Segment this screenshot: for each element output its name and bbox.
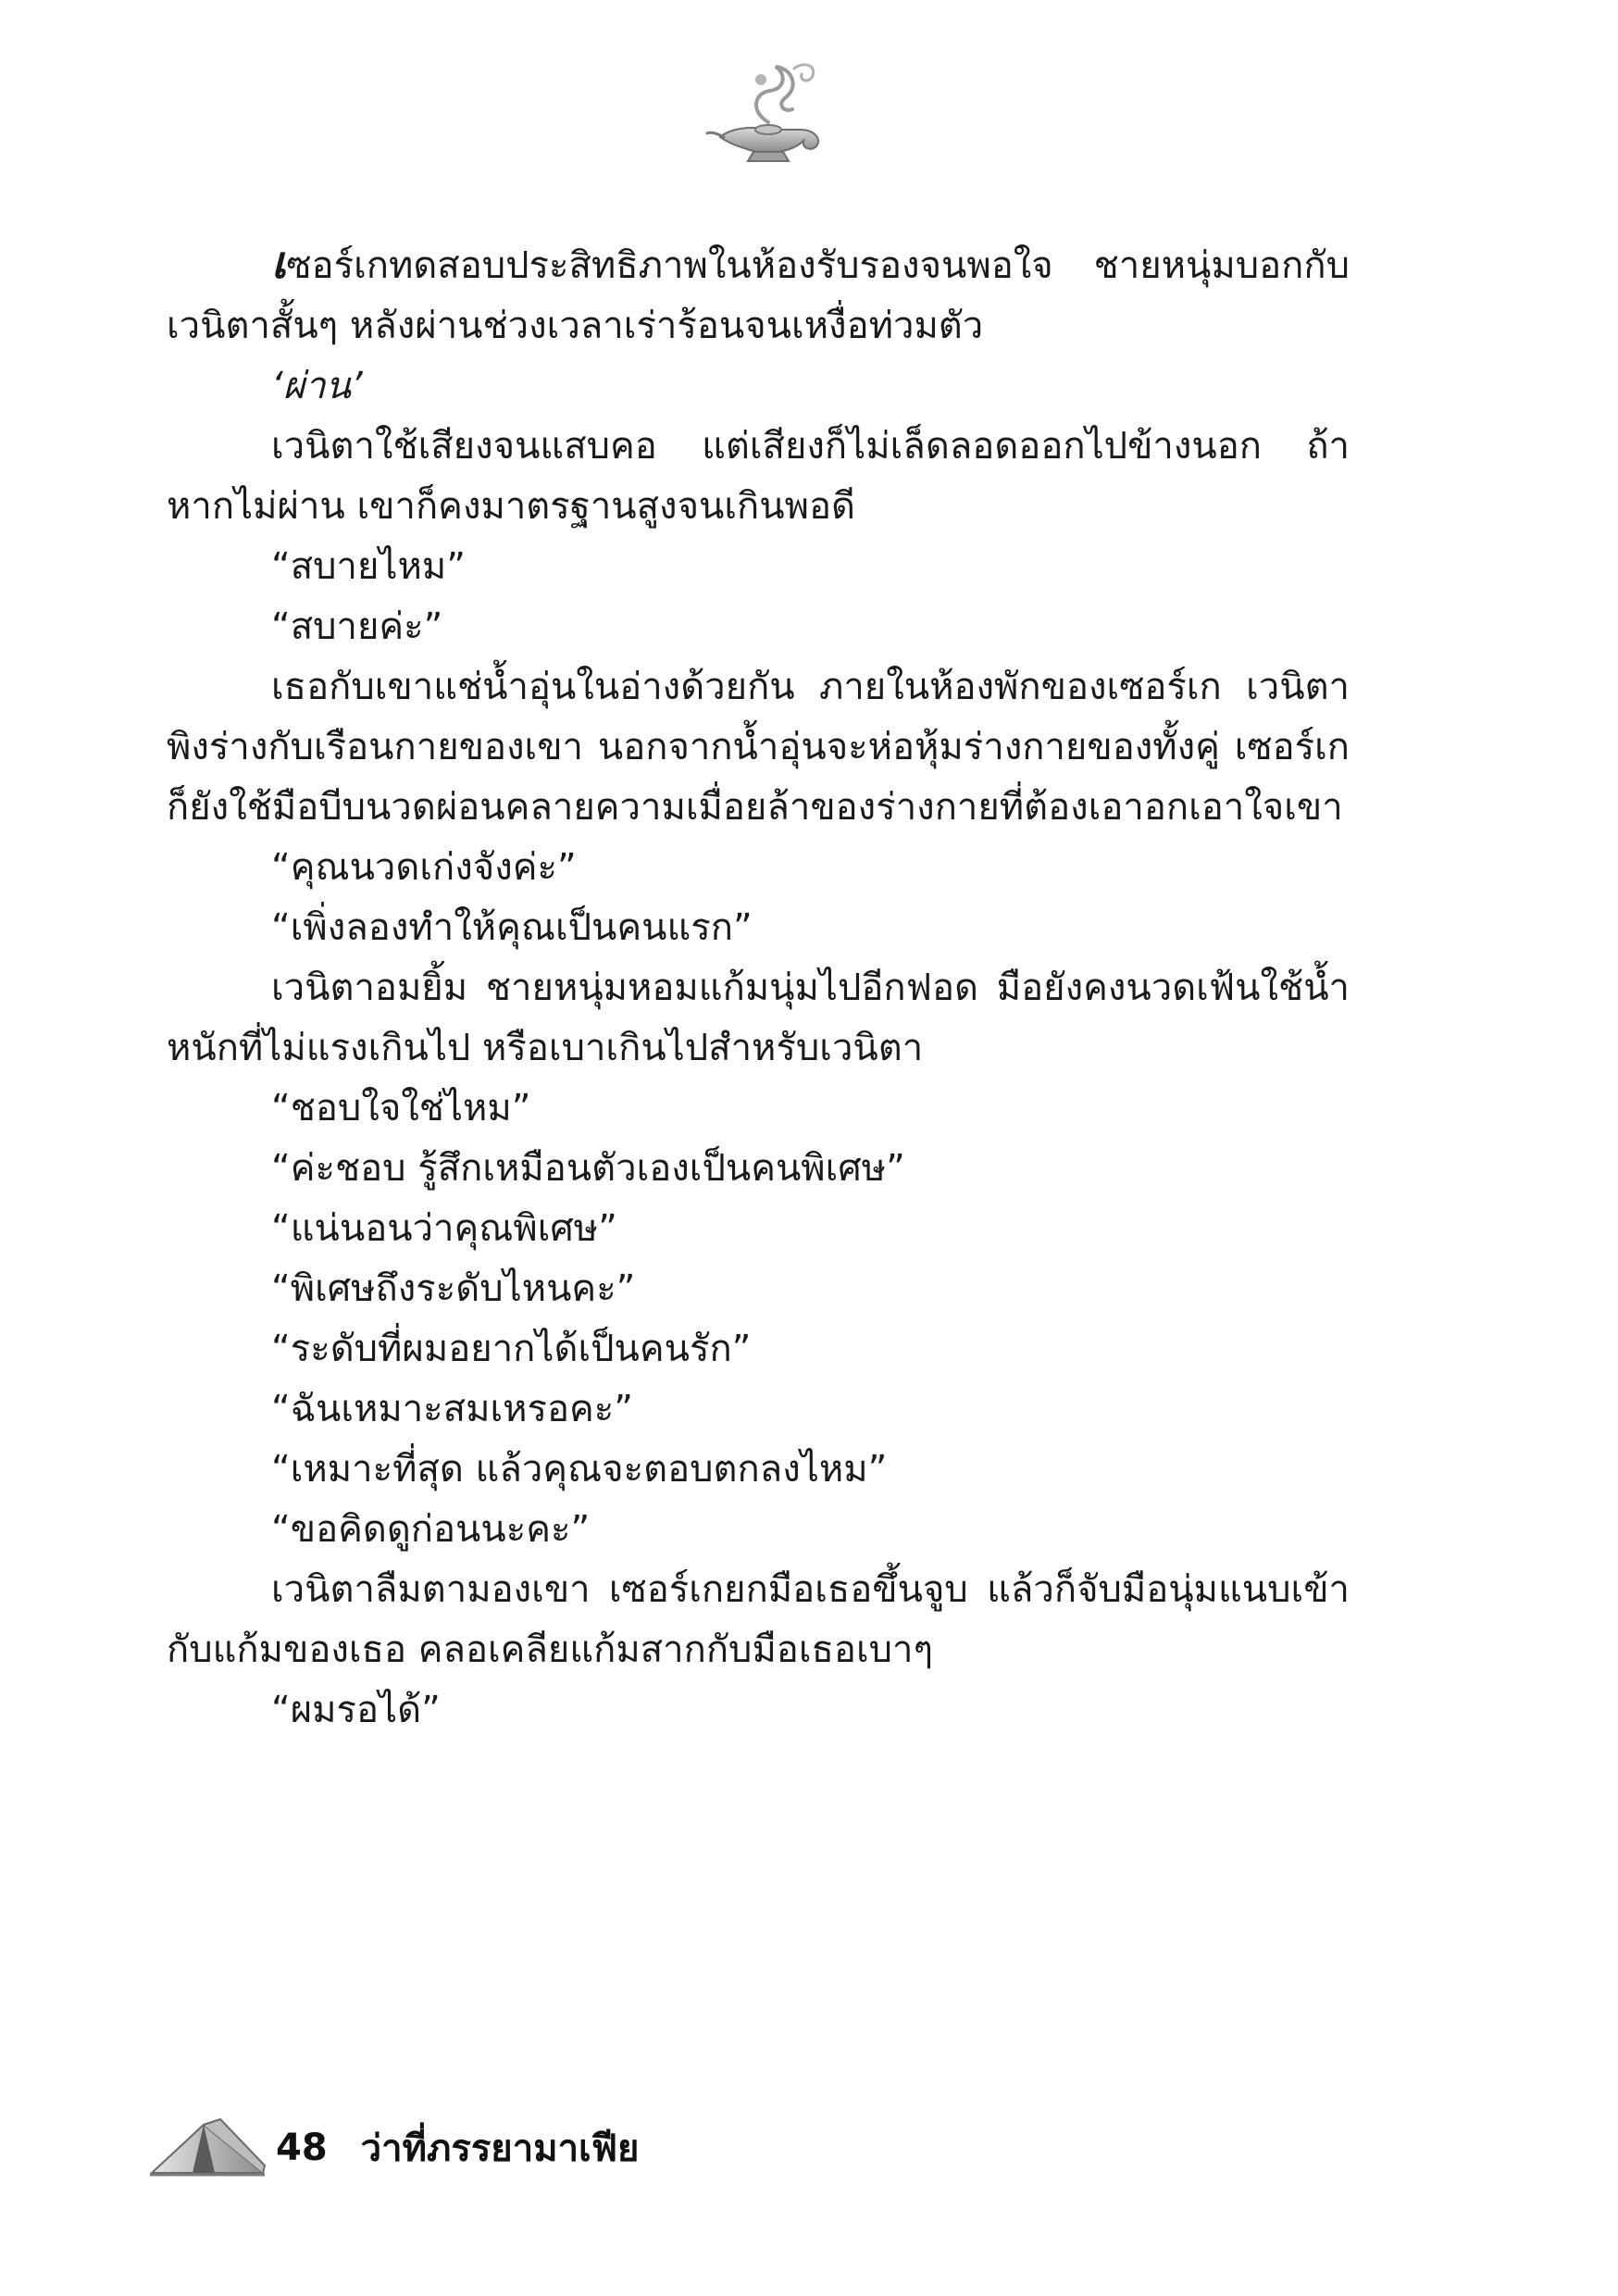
- paragraph-12: “แน่นอนว่าคุณพิเศษ”: [271, 1207, 617, 1250]
- paragraph-2: ‘ผ่าน’: [271, 365, 363, 407]
- paragraph-text: ซอร์เกทดสอบประสิทธิภาพในห้องรับรองจนพอใจ ชายหนุ่มบอกกับเวนิตาสั้นๆ หลังผ่านช่วงเวลาเร่าร้อนจนเหงื่อท่วมตัว: [167, 244, 1350, 347]
- paragraph-9: เวนิตาอมยิ้ม ชายหนุ่มหอมแก้มนุ่มไปอีกฟอด มือยังคงนวดเฟ้นใช้น้ำหนักที่ไม่แรงเกินไป หรือเบาเกินไปสำหรับเวนิตา: [167, 967, 1350, 1069]
- paragraph-11: “ค่ะชอบ รู้สึกเหมือนตัวเองเป็นคนพิเศษ”: [271, 1147, 905, 1190]
- paragraph-3: เวนิตาใช้เสียงจนแสบคอ แต่เสียงก็ไม่เล็ดลอดออกไปข้างนอก ถ้าหากไม่ผ่าน เขาก็คงมาตรฐานสูงจนเกินพอดี: [167, 425, 1350, 528]
- paragraph-19: “ผมรอได้”: [271, 1689, 441, 1731]
- paragraph-18: เวนิตาลืมตามองเขา เซอร์เกยกมือเธอขึ้นจูบ แล้วก็จับมือนุ่มแนบเข้ากับแก้มของเธอ คลอเคลียแก้มสากกับมือเธอเบาๆ: [167, 1568, 1350, 1671]
- page-body: [167, 233, 1350, 1741]
- paragraph-13: “พิเศษถึงระดับไหนคะ”: [271, 1267, 636, 1310]
- genie-lamp-icon: [703, 56, 833, 171]
- paragraph-14: “ระดับที่ผมอยากได้เป็นคนรัก”: [271, 1328, 752, 1370]
- book-title: ว่าที่ภรรยามาเฟีย: [360, 2128, 640, 2170]
- paragraph-4: “สบายไหม”: [271, 545, 466, 588]
- paragraph-10: “ชอบใจใช่ไหม”: [271, 1087, 531, 1129]
- paragraph-15: “ฉันเหมาะสมเหรอคะ”: [271, 1388, 633, 1430]
- paragraph-6: เธอกับเขาแช่น้ำอุ่นในอ่างด้วยกัน ภายในห้องพักของเซอร์เก เวนิตาพิงร่างกับเรือนกายของเขา นอกจากน้ำอุ่นจะห่อหุ้มร่างกายของทั้งคู่ เซอร์เกก็ยังใช้มือบีบนวดผ่อนคลายความเมื่อยล้าของร่างกายที่ต้องเอาอกเอาใจเขา: [167, 666, 1350, 829]
- paragraph-7: “คุณนวดเก่งจังค่ะ”: [271, 846, 577, 889]
- tent-icon: [148, 2112, 267, 2184]
- page-footer: [148, 2106, 639, 2190]
- paragraph-16: “เหมาะที่สุด แล้วคุณจะตอบตกลงไหม”: [271, 1448, 888, 1491]
- paragraph-8: “เพิ่งลองทำให้คุณเป็นคนแรก”: [271, 906, 753, 949]
- paragraph-17: “ขอคิดดูก่อนนะคะ”: [271, 1508, 591, 1551]
- dropcap: เ: [271, 237, 287, 289]
- paragraph-1: [167, 233, 1350, 356]
- paragraph-5: “สบายค่ะ”: [271, 605, 443, 648]
- page-number: 48: [276, 2127, 328, 2169]
